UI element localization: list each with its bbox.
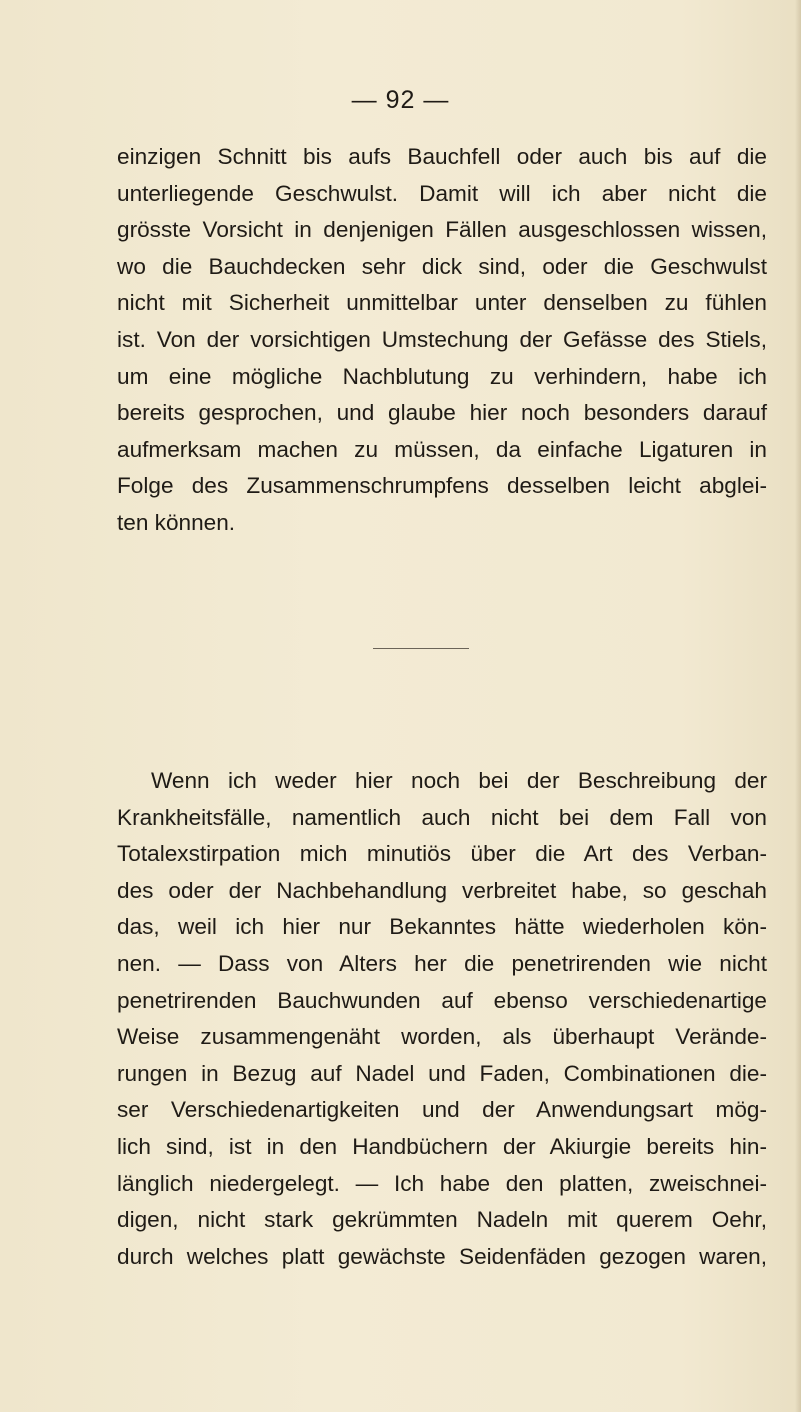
text-line: digen, nicht stark gekrümmten Nadeln mit querem Oehr, — [117, 1207, 767, 1233]
text-line: bereits gesprochen, und glaube hier noch besonders darauf — [117, 400, 767, 426]
text-line: penetrirenden Bauchwunden auf ebenso verschiedenartige — [117, 987, 767, 1013]
text-line: aufmerksam machen zu müssen, da einfache Ligaturen in — [117, 436, 767, 462]
text-line: durch welches platt gewächste Seidenfäden gezogen waren, — [117, 1243, 767, 1269]
text-line: des oder der Nachbehandlung verbreitet habe, so geschah — [117, 877, 767, 903]
text-line: lich sind, ist in den Handbüchern der Akiurgie bereits hin- — [117, 1133, 767, 1159]
text-line: ist. Von der vorsichtigen Umstechung der Gefässe des Stiels, — [117, 326, 767, 352]
paragraph-2 — [117, 763, 767, 1275]
text-line: ser Verschiedenartigkeiten und der Anwendungsart mög- — [117, 1097, 767, 1123]
text-line: um eine mögliche Nachblutung zu verhindern, habe ich — [117, 363, 767, 389]
text-line: nicht mit Sicherheit unmittelbar unter denselben zu fühlen — [117, 290, 767, 316]
section-separator — [373, 648, 469, 649]
text-line: Wenn ich weder hier noch bei der Beschreibung der — [151, 768, 767, 793]
text-line: das, weil ich hier nur Bekanntes hätte wiederholen kön- — [117, 914, 767, 940]
text-line: wo die Bauchdecken sehr dick sind, oder die Geschwulst — [117, 253, 767, 279]
text-line: Weise zusammengenäht worden, als überhaupt Verände- — [117, 1024, 767, 1050]
text-line: länglich niedergelegt. — Ich habe den platten, zweischnei- — [117, 1170, 767, 1196]
text-line: unterliegende Geschwulst. Damit will ich aber nicht die — [117, 180, 767, 206]
page-edge-shadow — [795, 0, 801, 1412]
text-line: Folge des Zusammenschrumpfens desselben leicht abglei- — [117, 473, 767, 499]
text-line: nen. — Dass von Alters her die penetrirenden wie nicht — [117, 950, 767, 976]
text-line: grösste Vorsicht in denjenigen Fällen ausgeschlossen wissen, — [117, 217, 767, 243]
text-line: Totalexstirpation mich minutiös über die Art des Verban- — [117, 841, 767, 867]
paragraph-1 — [117, 139, 767, 542]
text-line: rungen in Bezug auf Nadel und Faden, Combinationen die- — [117, 1060, 767, 1086]
page-number: — 92 — — [351, 86, 450, 114]
text-line: einzigen Schnitt bis aufs Bauchfell oder auch bis auf die — [117, 144, 767, 169]
text-line: ten können. — [117, 509, 236, 535]
text-line: Krankheitsfälle, namentlich auch nicht bei dem Fall von — [117, 804, 767, 830]
